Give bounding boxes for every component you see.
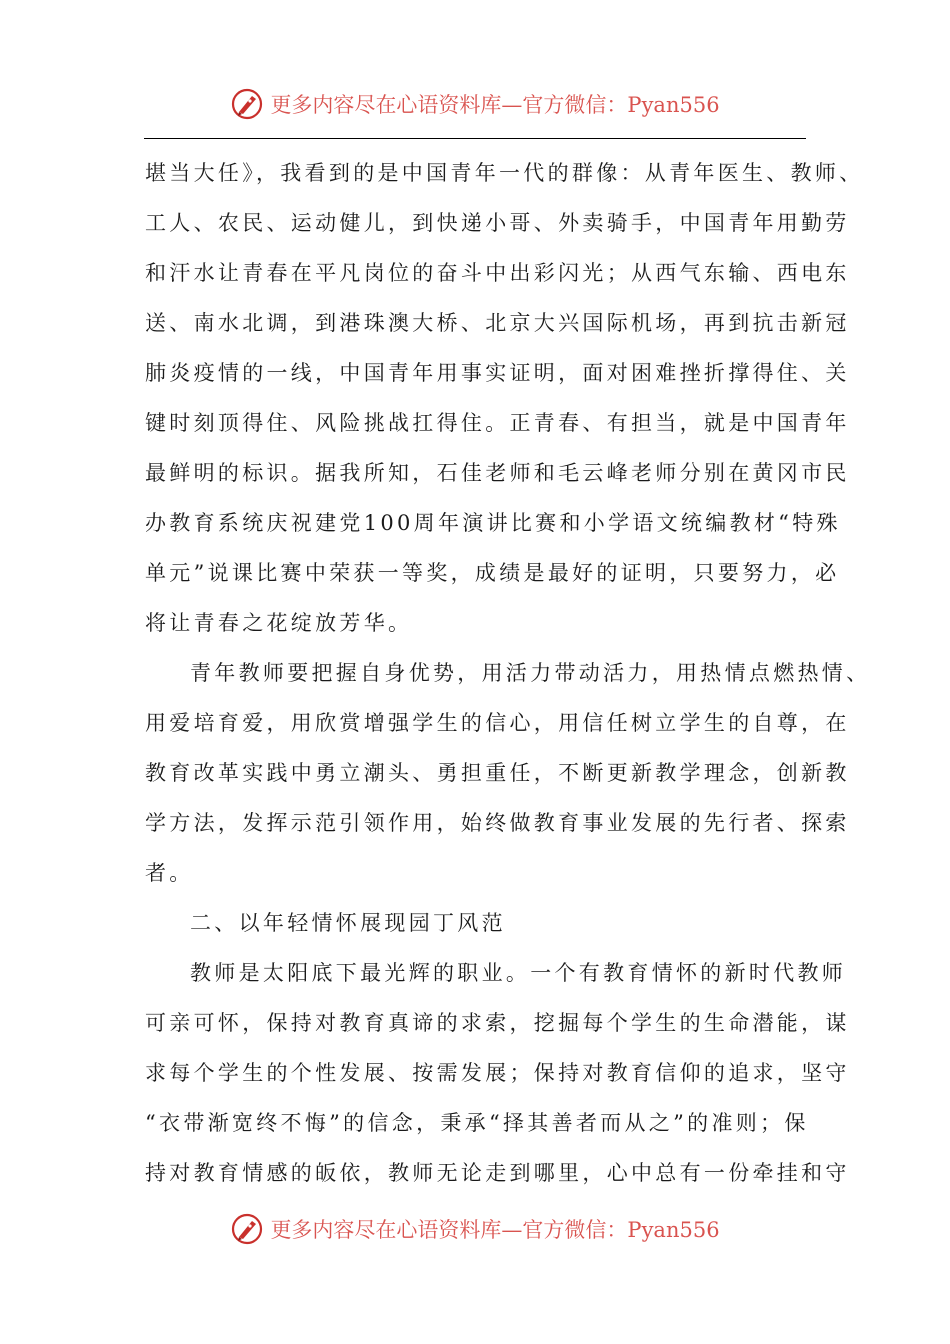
body-line: 可亲可怀，保持对教育真谛的求索，挖掘每个学生的生命潜能，谋 — [145, 1011, 850, 1035]
paragraph-start-line: 青年教师要把握自身优势，用活力带动活力，用热情点燃热情、 — [190, 661, 871, 685]
footer-text: 更多内容尽在心语资料库—官方微信：Pyan556 — [270, 1218, 720, 1242]
header-divider — [144, 138, 806, 139]
body-line: 将让青春之花绽放芳华。 — [145, 611, 413, 635]
body-line: 最鲜明的标识。据我所知，石佳老师和毛云峰老师分别在黄冈市民 — [145, 461, 850, 485]
pen-nib-logo-icon — [230, 87, 264, 121]
section-heading: 二、以年轻情怀展现园丁风范 — [190, 911, 506, 935]
body-line: 单元”说课比赛中荣获一等奖，成绩是最好的证明，只要努力，必 — [145, 561, 840, 585]
page-footer-banner — [0, 1209, 950, 1249]
body-line: 肺炎疫情的一线，中国青年用事实证明，面对困难挫折撑得住、关 — [145, 361, 850, 385]
page-header-banner — [0, 84, 950, 124]
paragraph-start-line: 教师是太阳底下最光辉的职业。一个有教育情怀的新时代教师 — [190, 961, 847, 985]
body-line: 工人、农民、运动健儿，到快递小哥、外卖骑手，中国青年用勤劳 — [145, 211, 850, 235]
body-line: 求每个学生的个性发展、按需发展；保持对教育信仰的追求，坚守 — [145, 1061, 850, 1085]
document-body — [145, 148, 871, 1198]
body-line: 学方法，发挥示范引领作用，始终做教育事业发展的先行者、探索 — [145, 811, 850, 835]
body-line: 者。 — [145, 861, 194, 885]
body-line: 用爱培育爱，用欣赏增强学生的信心，用信任树立学生的自尊，在 — [145, 711, 850, 735]
header-text: 更多内容尽在心语资料库—官方微信：Pyan556 — [270, 93, 720, 117]
body-line: “衣带渐宽终不悔”的信念，秉承“择其善者而从之”的准则；保 — [145, 1111, 809, 1135]
body-line: 教育改革实践中勇立潮头、勇担重任，不断更新教学理念，创新教 — [145, 761, 850, 785]
body-line: 持对教育情感的皈依，教师无论走到哪里，心中总有一份牵挂和守 — [145, 1161, 850, 1185]
body-line: 堪当大任》，我看到的是中国青年一代的群像：从青年医生、教师、 — [145, 161, 864, 185]
body-line: 送、南水北调，到港珠澳大桥、北京大兴国际机场，再到抗击新冠 — [145, 311, 850, 335]
body-line: 键时刻顶得住、风险挑战扛得住。正青春、有担当，就是中国青年 — [145, 411, 850, 435]
body-line: 办教育系统庆祝建党100周年演讲比赛和小学语文统编教材“特殊 — [145, 511, 841, 535]
pen-nib-logo-icon — [230, 1212, 264, 1246]
body-line: 和汗水让青春在平凡岗位的奋斗中出彩闪光；从西气东输、西电东 — [145, 261, 850, 285]
